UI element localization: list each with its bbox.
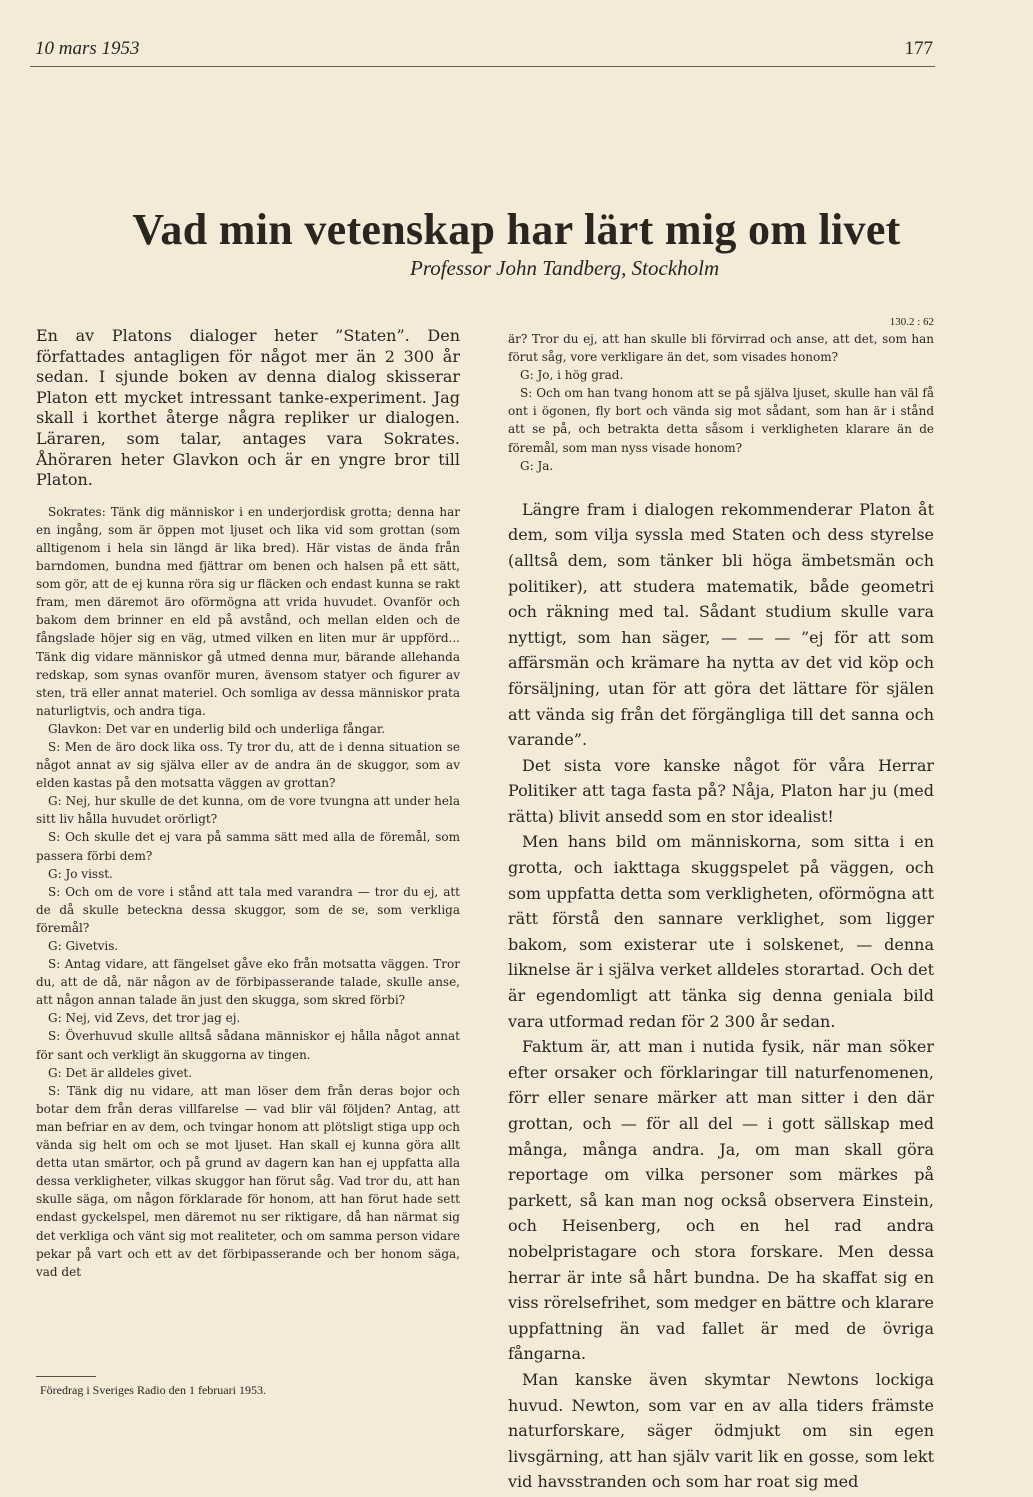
footnote: Föredrag i Sveriges Radio den 1 februari 1953. (40, 1383, 266, 1397)
dialogue-line: S: Och om han tvang honom att se på själva ljuset, skulle han väl få ont i ögonen, fly bort och vända sig mot sådant, som han är i stånd att se på, och betrakta detta såsom i verkligheten klarare än de föremål, som man nyss visade honom? (508, 386, 934, 455)
dialogue-line: S: Antag vidare, att fängelset gåve eko från motsatta väggen. Tror du, att de då, när någon av de förbipasserande talade, skulle anse, att någon annan talade än just den skugga, som skred förbi? (36, 957, 460, 1008)
header-rule (30, 66, 935, 67)
dialogue-line: G: Ja. (520, 458, 554, 473)
page-date: 10 mars 1953 (35, 38, 140, 59)
body-paragraph: Det sista vore kanske något för våra Herrar Politiker att taga fasta på? Nåja, Platon har ju (med rätta) blivit ansedd som en stor idealist! (508, 755, 934, 826)
body-paragraph: Men hans bild om människorna, som sitta i en grotta, och iakttaga skuggspelet på väggen, och som uppfatta detta som verkligheten, oförmögna att rätt förstå den sannare verklighet, som ligger bakom, som existerar ute i solskenet, — denna liknelse är i själva verket alldeles storartad. Och det är egendomligt att tänka sig denna geniala bild vara utformad redan för 2 300 år sedan. (508, 832, 934, 1031)
dialogue-line: S: Och skulle det ej vara på samma sätt med alla de föremål, som passera förbi dem? (36, 830, 460, 863)
article-title: Vad min vetenskap har lärt mig om livet (132, 205, 901, 255)
page-number: 177 (904, 38, 933, 59)
body-paragraph: Längre fram i dialogen rekommenderar Platon åt dem, som vilja syssla med Staten och dess styrelse (alltså dem, som tänker bli höga ämbetsmän och politiker), att studera matematik, både geometri och räkning med tal. Sådant studium skulle vara nyttigt, som han säger, — — — ”ej för att som affärsmän och krämare ha nytta av det vid köp och försäljning, utan för att göra det lättare för själen att vända sig från det förgängliga till det sanna och varande”. (508, 499, 934, 750)
dialogue-line: G: Det är alldeles givet. (48, 1065, 193, 1080)
article-byline: Professor John Tandberg, Stockholm (410, 256, 720, 280)
right-column (508, 314, 934, 1495)
body-paragraph: Faktum är, att man i nutida fysik, när man söker efter orsaker och förklaringar till naturfenomenen, förr eller senare märker att man sitter i den där grottan, och — för all del — i gott sällskap med många, många andra. Ja, om man skall göra reportage om vilka personer som märkes på parkett, så kan man nog också observera Einstein, och Heisenberg, och en hel rad andra nobelpristagare och stora forskare. Men dessa herrar är inte så hårt bundna. De ha skaffat sig en viss rörelsefrihet, som medger en bättre och klarare uppfattning än vad fallet är med de övriga fångarna. (508, 1037, 934, 1364)
dialogue-line: G: Jo, i hög grad. (520, 368, 624, 383)
classification-code: 130.2 : 62 (889, 316, 934, 328)
left-column (36, 326, 460, 1281)
dialogue-left (36, 503, 460, 1281)
dialogue-line: G: Jo visst. (48, 866, 113, 881)
footnote-rule (36, 1376, 96, 1377)
dialogue-line: G: Nej, vid Zevs, det tror jag ej. (48, 1011, 241, 1026)
dialogue-line: är? Tror du ej, att han skulle bli förvirrad och anse, att det, som han förut såg, vore verkligare än det, som visades honom? (508, 332, 934, 365)
body-paragraph: Man kanske även skymtar Newtons lockiga huvud. Newton, som var en av alla tiders främste naturforskare, säger ödmjukt om sin egen livsgärning, att han själv varit lik en gosse, som lekt vid havsstranden och som har roat sig med (508, 1369, 934, 1492)
dialogue-line: S: Men de äro dock lika oss. Ty tror du, att de i denna situation se något annat av sig själva eller av de andra än de skuggor, som av elden kastas på den motsatta väggen av grottan? (36, 739, 460, 791)
body-text (508, 497, 934, 1495)
dialogue-line: Sokrates: Tänk dig människor i en underjordisk grotta; denna har en ingång, som är öppen mot ljuset och lika vid som grottan (som alltigenom i hela sin längd är lika bred). Här vistas de ända från barndomen, bundna med fjättrar om benen och halsen på ett sätt, som gör, att de ej kunna röra sig ur fläcken och endast kunna se rakt fram, men däremot äro oförmögna att vrida huvudet. Ovanför och bakom dem brinner en eld på avstånd, och mellan elden och de fångslade höjer sig en väg, utmed vilken en liten mur är uppförd... Tänk dig vidare människor gå utmed denna mur, bärande allehanda redskap, som synas ovanför muren, ävensom statyer och figurer av sten, trä eller annat materiel. Och somliga av dessa människor prata naturligtvis, och andra tiga. (36, 504, 460, 718)
dialogue-line: Glavkon: Det var en underlig bild och underliga fångar. (48, 721, 386, 736)
dialogue-right (508, 330, 934, 475)
intro-paragraph: En av Platons dialoger heter ”Staten”. Den författades antagligen för något mer än 2 300 år sedan. I sjunde boken av denna dialog skisserar Platon ett mycket intressant tanke-experiment. Jag skall i korthet återge några repliker ur dialogen. Läraren, som talar, antages vara Sokrates. Åhöraren heter Glavkon och är en yngre bror till Platon. (36, 326, 460, 490)
dialogue-line: S: Överhuvud skulle alltså sådana människor ej hålla något annat för sant och verkligt än skuggorna av tingen. (36, 1029, 460, 1062)
dialogue-line: G: Givetvis. (48, 939, 119, 953)
dialogue-line: S: Och om de vore i stånd att tala med varandra — tror du ej, att de då skulle beteckna dessa skuggor, som de se, som verkliga föremål? (36, 884, 460, 935)
dialogue-line: S: Tänk dig nu vidare, att man löser dem från deras bojor och botar dem från deras villfarelse — vad blir väl följden? Antag, att man befriar en av dem, och tvingar honom att plötsligt stiga upp och vända sig helt om och se mot ljuset. Han skall ej kunna göra allt detta utan smärtor, och på grund av dagern kan han ej uppfatta alla dessa verkligheter, vilkas skuggor han förut såg. Vad tror du, att han skulle säga, om någon förklarade för honom, att han förut hade sett endast gyckelspel, men däremot nu ser riktigare, då han närmat sig det verkliga och vänt sig mot realiteter, och om samma person vidare pekar på vart och ett av det förbipasserande och ber honom säga, vad det (36, 1083, 460, 1279)
dialogue-line: G: Nej, hur skulle de det kunna, om de vore tvungna att under hela sitt liv hålla huvudet orörligt? (36, 794, 460, 827)
